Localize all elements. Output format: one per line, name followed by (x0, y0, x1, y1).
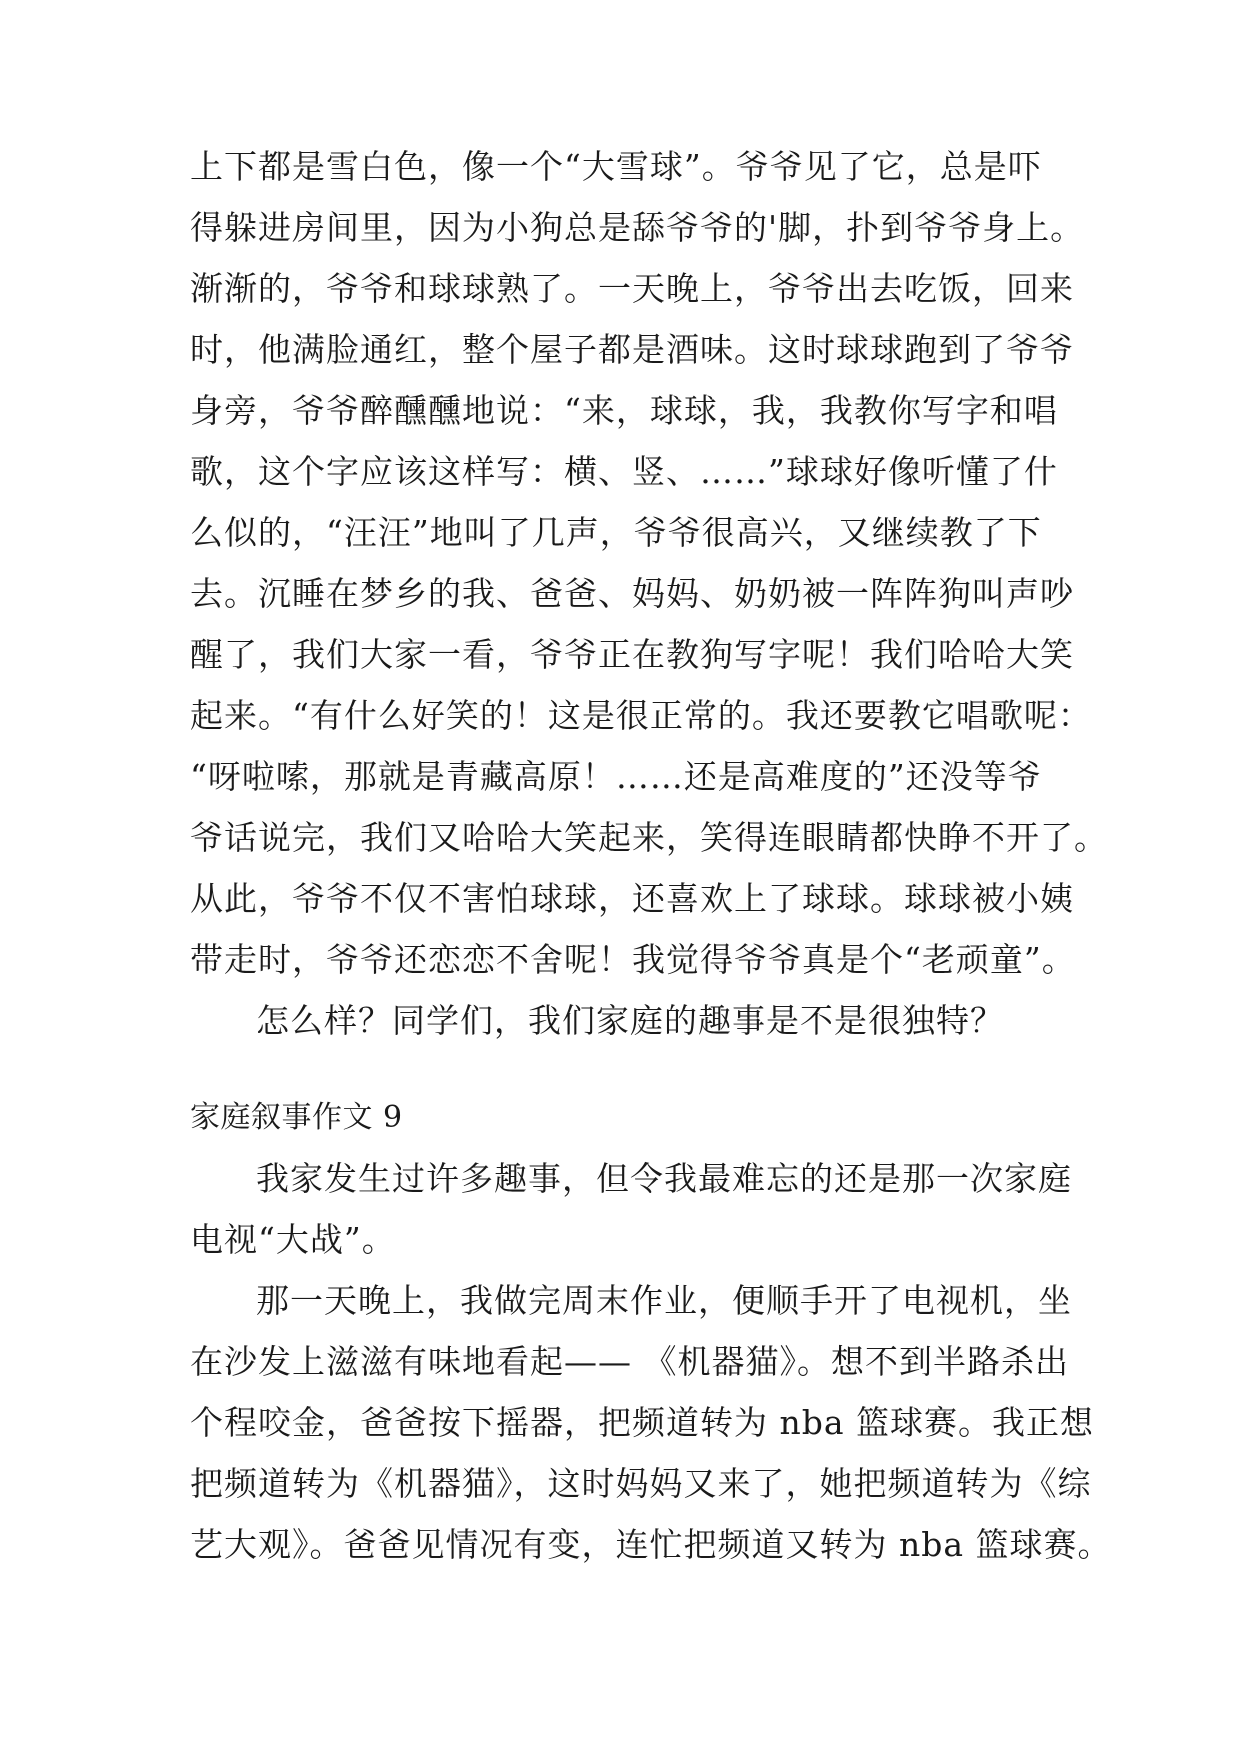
text-line: 艺大观》。爸爸见情况有变，连忙把频道又转为 nba 篮球赛。 (190, 1525, 1112, 1564)
text-line: 我家发生过许多趣事，但令我最难忘的还是那一次家庭 (256, 1159, 1072, 1198)
text-line: 个程咬金，爸爸按下摇器，把频道转为 nba 篮球赛。我正想 (190, 1403, 1095, 1442)
text-line: 时，他满脸通红，整个屋子都是酒味。这时球球跑到了爷爷 (190, 330, 1074, 369)
text-line: 上下都是雪白色，像一个“大雪球”。爷爷见了它，总是吓 (190, 147, 1042, 186)
section-heading: 家庭叙事作文 9 (190, 1100, 403, 1135)
text-line: 醒了，我们大家一看，爷爷正在教狗写字呢！我们哈哈大笑 (190, 635, 1074, 674)
text-line: 起来。“有什么好笑的！这是很正常的。我还要教它唱歌呢： (190, 696, 1092, 735)
text-line: 把频道转为《机器猫》，这时妈妈又来了，她把频道转为《综 (190, 1464, 1092, 1503)
closing-line: 怎么样？同学们，我们家庭的趣事是不是很独特？ (256, 1001, 1004, 1040)
text-line: 去。沉睡在梦乡的我、爸爸、妈妈、奶奶被一阵阵狗叫声吵 (190, 574, 1074, 613)
text-line: “呀啦嗦，那就是青藏高原！……还是高难度的”还没等爷 (190, 757, 1042, 796)
text-line: 身旁，爷爷醉醺醺地说：“来，球球，我，我教你写字和唱 (190, 391, 1058, 430)
text-line: 那一天晚上，我做完周末作业，便顺手开了电视机，坐 (256, 1281, 1072, 1320)
text-line: 带走时，爷爷还恋恋不舍呢！我觉得爷爷真是个“老顽童”。 (190, 940, 1076, 979)
text-line: 在沙发上滋滋有味地看起—— 《机器猫》。想不到半路杀出 (190, 1342, 1069, 1381)
text-line: 歌，这个字应该这样写：横、竖、……”球球好像听懂了什 (190, 452, 1058, 491)
text-line: 爷话说完，我们又哈哈大笑起来，笑得连眼睛都快睁不开了。 (190, 818, 1108, 857)
text-line: 电视“大战”。 (190, 1220, 396, 1259)
text-line: 么似的，“汪汪”地叫了几声，爷爷很高兴，又继续教了下 (190, 513, 1042, 552)
text-line: 得躲进房间里，因为小狗总是舔爷爷的'脚，扑到爷爷身上。 (190, 208, 1085, 247)
text-line: 从此，爷爷不仅不害怕球球，还喜欢上了球球。球球被小姨 (190, 879, 1074, 918)
text-line: 渐渐的，爷爷和球球熟了。一天晚上，爷爷出去吃饭，回来 (190, 269, 1074, 308)
